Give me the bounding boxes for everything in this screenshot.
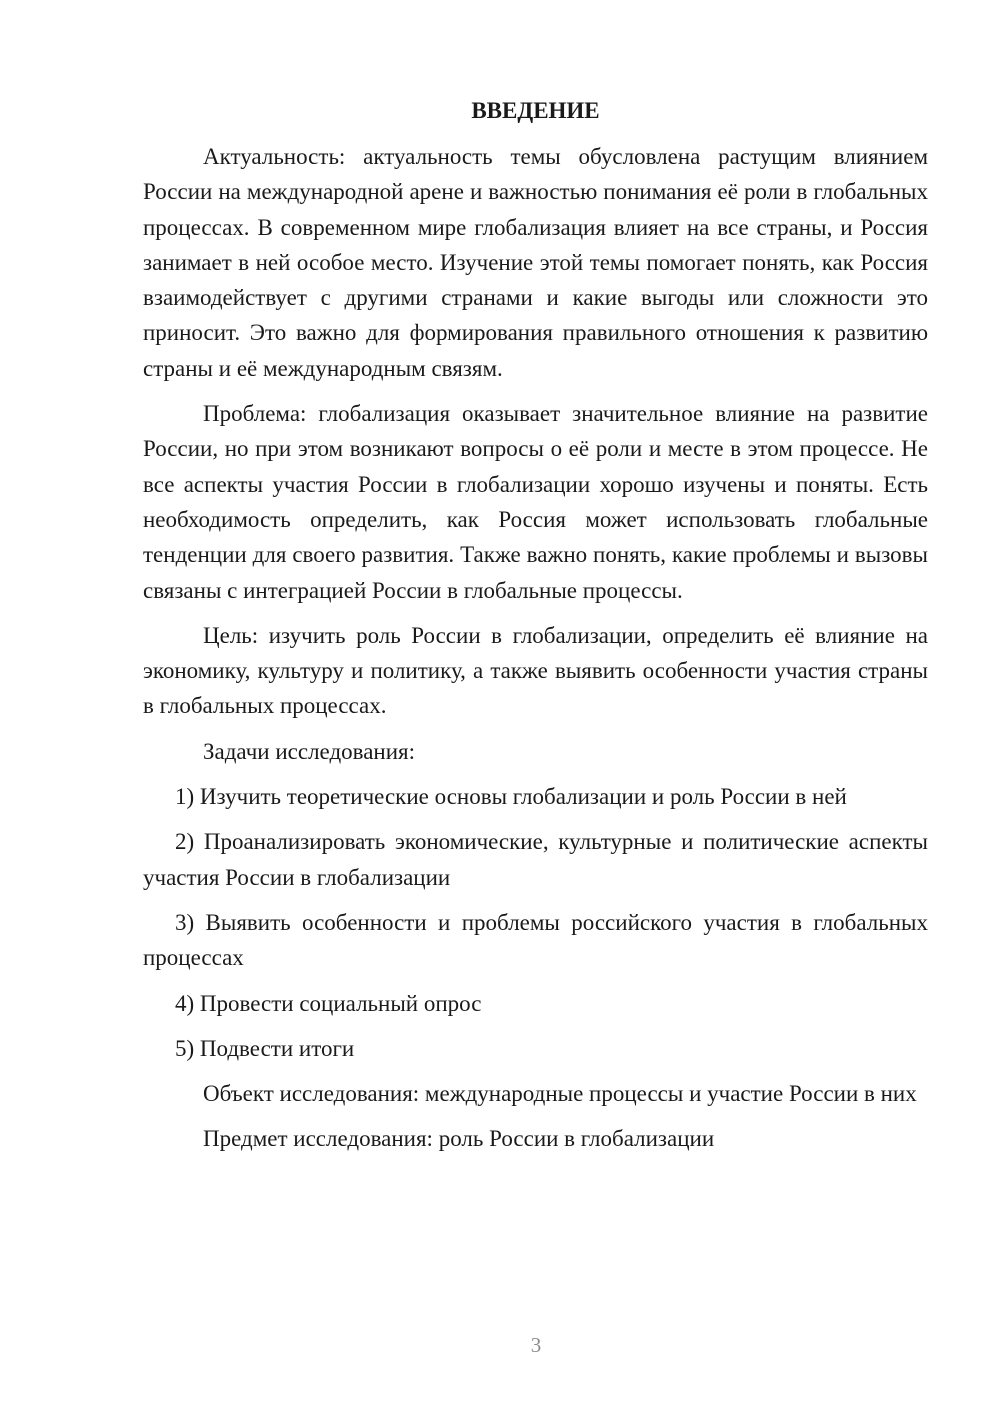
tasks-heading: Задачи исследования: <box>203 738 416 764</box>
task-item: 1) Изучить теоретические основы глобализации и роль России в ней <box>175 784 847 810</box>
page-content <box>143 96 928 1167</box>
paragraph-object: Объект исследования: международные процессы и участие России в них <box>203 1081 917 1107</box>
task-item: 5) Подвести итоги <box>175 1035 355 1061</box>
task-item: 2) Проанализировать экономические, культурные и политические аспекты участия России в глобализации <box>143 829 928 890</box>
page-number: 3 <box>530 1333 542 1357</box>
paragraph-goal: Цель: изучить роль России в глобализации, определить её влияние на экономику, культуру и политику, а также выявить особенности участия страны в глобальных процессах. <box>143 622 928 719</box>
paragraph-problem: Проблема: глобализация оказывает значительное влияние на развитие России, но при этом возникают вопросы о её роли и месте в этом процессе. Не все аспекты участия России в глобализации хорошо изучены и поняты. Есть необходимость определить, как Россия может использовать глобальные тенденции для своего развития. Также важно понять, какие проблемы и вызовы связаны с интеграцией России в глобальные процессы. <box>143 401 928 603</box>
task-item: 3) Выявить особенности и проблемы российского участия в глобальных процессах <box>143 909 928 971</box>
paragraph-relevance: Актуальность: актуальность темы обусловлена растущим влиянием России на международной арене и важностью понимания её роли в глобальных процессах. В современном мире глобализация влияет на все страны, и Россия занимает в ней особое место. Изучение этой темы помогает понять, как Россия взаимодействует с другими странами и какие выгоды или сложности это приносит. Это важно для формирования правильного отношения к развитию страны и её международным связям. <box>143 144 928 381</box>
task-item: 4) Провести социальный опрос <box>175 990 482 1016</box>
section-title: ВВЕДЕНИЕ <box>471 98 600 123</box>
paragraph-subject: Предмет исследования: роль России в глобализации <box>203 1126 715 1152</box>
